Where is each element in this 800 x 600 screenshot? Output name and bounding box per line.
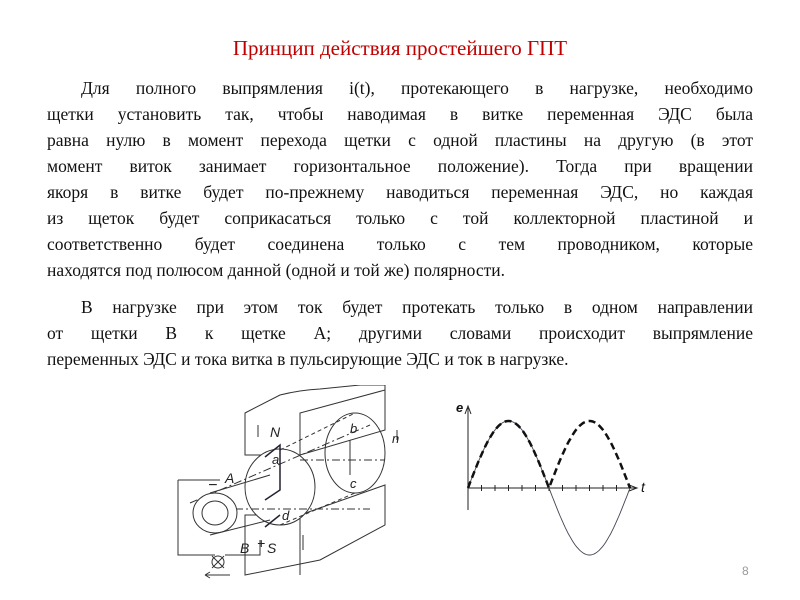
y-axis: [465, 406, 471, 510]
label-A: A: [225, 470, 235, 486]
label-minus: −: [208, 477, 218, 494]
y-axis-label: e: [456, 400, 464, 415]
text-line: равна нулю в момент перехода щетки с одной пластины на другую (в этот: [47, 130, 753, 150]
label-c: c: [350, 476, 357, 491]
x-axis: [468, 485, 637, 491]
label-B: B: [240, 540, 250, 556]
text-line: щетки установить так, чтобы наводимая в витке переменная ЭДС была: [47, 104, 753, 124]
page-number: 8: [742, 564, 749, 578]
label-d: d: [282, 508, 290, 523]
label-b: b: [350, 421, 358, 436]
label-S: S: [267, 540, 277, 556]
text-line: якоря в витке будет по-прежнему наводиться переменная ЭДС, но каждая: [47, 182, 753, 202]
text-line: момент виток занимает горизонтальное положение). Тогда при вращении: [47, 156, 753, 176]
text-line: от щетки В к щетке А; другими словами происходит выпрямление: [47, 323, 753, 343]
text-line: В нагрузке при этом ток будет протекать только в одном направлении: [81, 297, 753, 317]
text-line: переменных ЭДС и тока витка в пульсирующие ЭДС и ток в нагрузке.: [47, 349, 569, 369]
text-line: находятся под полюсом данной (одной и той же) полярности.: [47, 260, 506, 280]
label-plus: +: [257, 535, 266, 551]
slide-title: Принцип действия простейшего ГПТ: [232, 36, 568, 60]
label-n: n: [392, 431, 400, 446]
rectified-emf-curve: [468, 421, 630, 488]
label-N: N: [270, 424, 281, 440]
text-line: из щеток будет соприкасаться только с той коллекторной пластиной и: [47, 208, 753, 228]
x-axis-label: t: [641, 479, 645, 495]
text-line: соответственно будет соединена только с тем проводником, которые: [47, 234, 753, 254]
label-a: a: [272, 452, 280, 467]
text-line: Для полного выпрямления i(t), протекающего в нагрузке, необходимо: [81, 78, 753, 98]
